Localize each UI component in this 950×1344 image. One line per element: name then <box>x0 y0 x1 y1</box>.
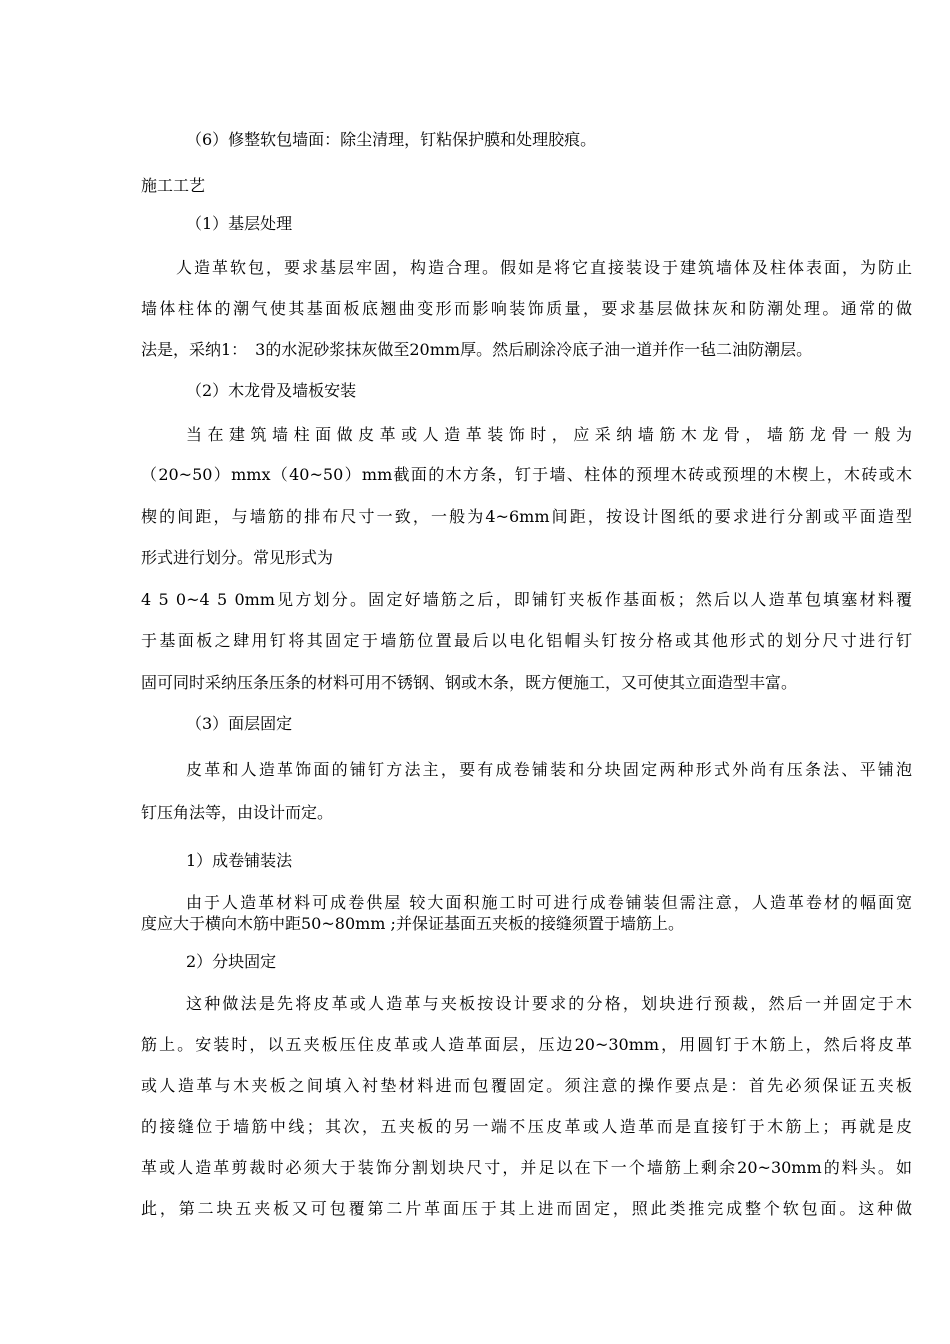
paragraph-line: 4 5 0~4 5 0mm见方划分。固定好墙筋之后，即铺钉夹板作基面板；然后以人造革包填塞材料覆 <box>141 590 912 609</box>
subheading-base-treatment: （1）基层处理 <box>186 214 293 233</box>
paragraph-line: 法是，采纳1： 3的水泥砂浆抹灰做至20mm厚。然后刷涂冷底子油一道并作一毡二油防潮层。 <box>141 340 813 359</box>
paragraph-line: 度应大于横向木筋中距50~80mm ;并保证基面五夹板的接缝须置于墙筋上。 <box>141 914 684 933</box>
paragraph-line: 当在建筑墙柱面做皮革或人造革装饰时，应采纳墙筋木龙骨，墙筋龙骨一般为 <box>186 425 912 444</box>
paragraph-line: 革或人造革剪裁时必须大于装饰分割划块尺寸，并足以在下一个墙筋上剩余20~30mm的料头。如 <box>141 1158 912 1177</box>
subheading-roll-method: 1）成卷铺装法 <box>186 851 293 870</box>
paragraph-line: 墙体柱体的潮气使其基面板底翘曲变形而影响装饰质量，要求基层做抹灰和防潮处理。通常的做 <box>141 299 912 318</box>
paragraph-line: 由于人造革材料可成卷供屋 较大面积施工时可进行成卷铺装但需注意，人造革卷材的幅面宽 <box>186 893 912 912</box>
paragraph-line: 皮革和人造革饰面的铺钉方法主，要有成卷铺装和分块固定两种形式外尚有压条法、平铺泡 <box>186 760 912 779</box>
step-6-text: （6）修整软包墙面：除尘清理，钉粘保护膜和处理胶痕。 <box>186 130 597 149</box>
paragraph-line: 钉压角法等，由设计而定。 <box>141 803 334 822</box>
paragraph-line: 筋上。安装时，以五夹板压住皮革或人造革面层，压边20~30mm，用圆钉于木筋上，然后将皮革 <box>141 1035 912 1054</box>
subheading-keel-install: （2）木龙骨及墙板安装 <box>186 381 357 400</box>
paragraph-line: 楔的间距，与墙筋的排布尺寸一致，一般为4~6mm间距，按设计图纸的要求进行分割或平面造型 <box>141 507 912 526</box>
section-heading: 施工工艺 <box>141 176 206 195</box>
paragraph-line: 固可同时采纳压条压条的材料可用不锈钢、钢或木条，既方便施工，又可使其立面造型丰富。 <box>141 673 798 692</box>
subheading-block-method: 2）分块固定 <box>186 952 277 971</box>
paragraph-line: 或人造革与木夹板之间填入衬垫材料进而包覆固定。须注意的操作要点是：首先必须保证五夹板 <box>141 1076 912 1095</box>
subheading-surface-fix: （3）面层固定 <box>186 714 293 733</box>
paragraph-line: 于基面板之肆用钉将其固定于墙筋位置最后以电化铝帽头钉按分格或其他形式的划分尺寸进行钉 <box>141 631 912 650</box>
paragraph-line: 人造革软包，要求基层牢固，构造合理。假如是将它直接装设于建筑墙体及柱体表面，为防止 <box>176 258 912 277</box>
paragraph-line: 此，第二块五夹板又可包覆第二片革面压于其上进而固定，照此类推完成整个软包面。这种做 <box>141 1199 912 1218</box>
paragraph-line: 形式进行划分。常见形式为 <box>141 548 334 567</box>
paragraph-line: 的接缝位于墙筋中线；其次，五夹板的另一端不压皮革或人造革而是直接钉于木筋上；再就是皮 <box>141 1117 912 1136</box>
paragraph-line: （20~50）mmx（40~50）mm截面的木方条，钉于墙、柱体的预埋木砖或预埋的木楔上，木砖或木 <box>141 465 912 484</box>
paragraph-line: 这种做法是先将皮革或人造革与夹板按设计要求的分格，划块进行预裁，然后一并固定于木 <box>186 994 912 1013</box>
